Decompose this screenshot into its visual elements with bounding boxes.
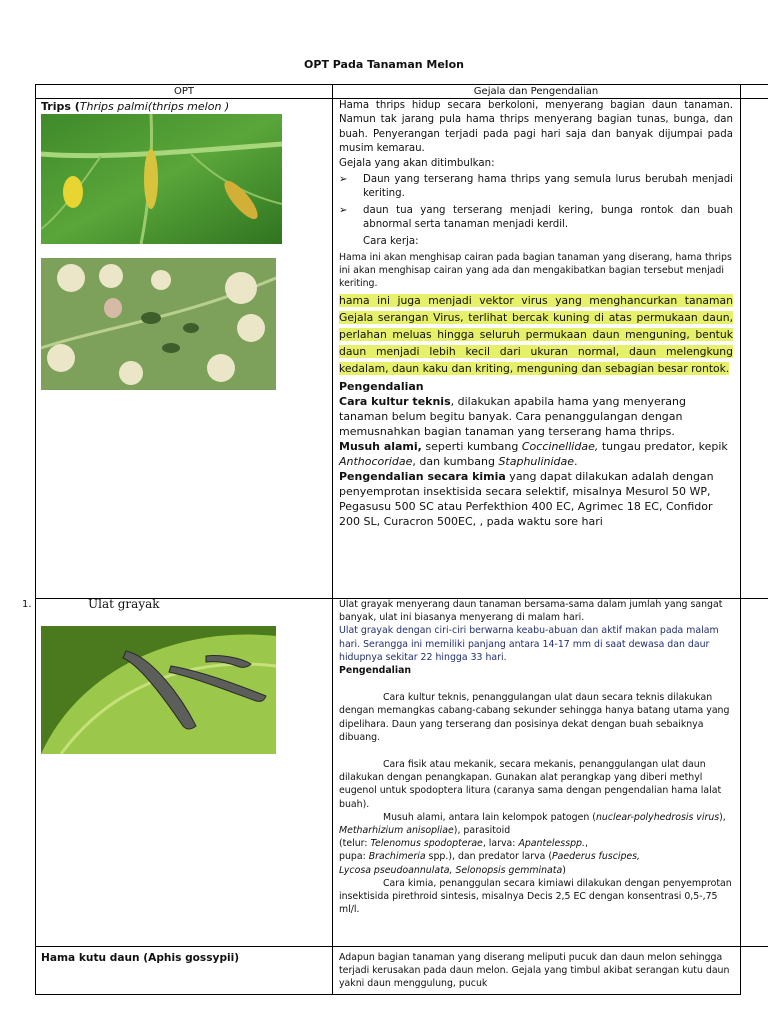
- kimia: Pengendalian secara kimia yang dapat dilakukan adalah dengan penyemprotan insektisida secara selektif, misalnya Mesurol 50 WP, Pegasusu 500 SC atau Perfekthion 400 EC, Agrimec 18 EC, Confidor 200 SL, Curacron 500EC, , pada waktu sore hari: [339, 470, 714, 529]
- gejala-heading: Gejala yang akan ditimbulkan:: [339, 157, 495, 169]
- ulat-musuh: Musuh alami, antara lain kelompok patogen (nuclear-polyhedrosis virus), Metharhizium anisopliae), parasitoid: [339, 811, 726, 837]
- thrips-colony-photo: [41, 258, 276, 390]
- ulat-pupa: pupa: Brachimeria spp.), dan predator larva (Paederus fuscipes,: [339, 851, 641, 863]
- pest-label-ulat: Ulat grayak: [88, 597, 160, 611]
- document-title: OPT Pada Tanaman Melon: [304, 58, 464, 71]
- ulat-p2: Ulat grayak dengan ciri-ciri berwarna keabu-abuan dan aktif makan pada malam hari. Serangga ini memiliki panjang antara 14-17 mm di saat dewasa dan daur hidupnya sekitar 22 hingga 33 hari.: [339, 625, 719, 663]
- ulat-fisik: Cara fisik atau mekanik, secara mekanis, penanggulangan ulat daun dilakukan dengan penangkapan. Gunakan alat perangkap yang diberi methyl eugenol untuk spodoptera litura (caranya sama dengan pengendalian hama lalat buah).: [339, 759, 722, 810]
- thrips-photo: [41, 114, 282, 244]
- gejala-item: ➢ daun tua yang terserang menjadi kering, bunga rontok dan buah abnormal serta tanaman menjadi kerdil.: [339, 204, 733, 233]
- ulat-lycosa: Lycosa pseudoannulata, Selonopsis gemminata): [339, 864, 566, 876]
- virus-highlight: hama ini juga menjadi vektor virus yang menghancurkan tanaman Gejala serangan Virus, terlihat bercak kuning di atas permukaan daun, perlahan meluas hingga seluruh permukaan daun menguning, bentuk daun menjadi lebih kecil dari ukuran normal, daun melengkung kedalam, daun kaku dan kriting, menguning dan sebagian besar rontok.: [339, 293, 733, 376]
- ulat-p1: Ulat grayak menyerang daun tanaman bersama-sama dalam jumlah yang sangat banyak, ulat ini biasanya menyerang di malam hari.: [339, 599, 723, 624]
- pest-label-thrips: Trips (Thrips palmi(thrips melon ): [41, 100, 230, 113]
- ulat-kimia: Cara kimia, penanggulan secara kimiawi dilakukan dengan penyemprotan insektisida pirethroid sintesis, misalnya Decis 2,5 EC dengan konsentrasi 0,5-,75 ml/l.: [339, 877, 732, 916]
- ulat-pengendalian-heading: Pengendalian: [339, 665, 412, 677]
- thrips-description: [339, 99, 733, 529]
- row-number: 1.: [22, 599, 32, 610]
- gejala-list: [339, 173, 733, 233]
- pest-label-kutu: Hama kutu daun (Aphis gossypii): [41, 952, 240, 964]
- kutu-description: Adapun bagian tanaman yang diserang meliputi pucuk dan daun melon sehingga terjadi kerusakan pada daun melon. Gejala yang timbul akibat serangan kutu daun yakni daun menggulung, pucuk: [339, 952, 730, 990]
- header-opt: OPT: [173, 86, 194, 97]
- thrips-mechanism: Hama ini akan menghisap cairan pada bagian tanaman yang diserang, hama thrips ini akan menghisap cairan yang ada dan mengakibatkan bagian tersebut menjadi keriting.: [339, 252, 732, 290]
- ulat-kultur: Cara kultur teknis, penanggulangan ulat daun secara teknis dilakukan dengan memangkas cabang-cabang sekunder sehingga hanya batang utama yang dipelihara. Daun yang terserang dan posisinya dekat dengan buah sebaiknya dibuang.: [339, 692, 730, 743]
- musuh-alami: Musuh alami, seperti kumbang Coccinellidae, tungau predator, kepik Anthocoridae, dan kumbang Staphulinidae.: [339, 440, 728, 469]
- pengendalian-heading: Pengendalian: [339, 379, 424, 393]
- header-gejala: Gejala dan Pengendalian: [473, 86, 599, 97]
- ulat-description: [339, 598, 733, 916]
- gejala-item: ➢ Daun yang terserang hama thrips yang semula lurus berubah menjadi keriting.: [339, 173, 733, 202]
- ulat-telur: (telur: Telenomus spodopterae, larva: Apantelesspp.,: [339, 838, 588, 850]
- kultur-teknis: Cara kultur teknis, dilakukan apabila hama yang menyerang tanaman belum begitu banyak. Cara penanggulangan dengan memusnahkan bagian tanaman yang terserang hama thrips.: [339, 395, 686, 439]
- ulat-grayak-photo: [41, 626, 276, 754]
- cara-kerja-heading: Cara kerja:: [363, 235, 419, 247]
- thrips-intro: Hama thrips hidup secara berkoloni, menyerang bagian daun tanaman. Namun tak jarang pula hama thrips menyerang bagian tunas, bunga, dan buah. Penyerangan terjadi pada pagi hari saja dan banyak dijumpai pada musim kemarau.: [339, 100, 733, 155]
